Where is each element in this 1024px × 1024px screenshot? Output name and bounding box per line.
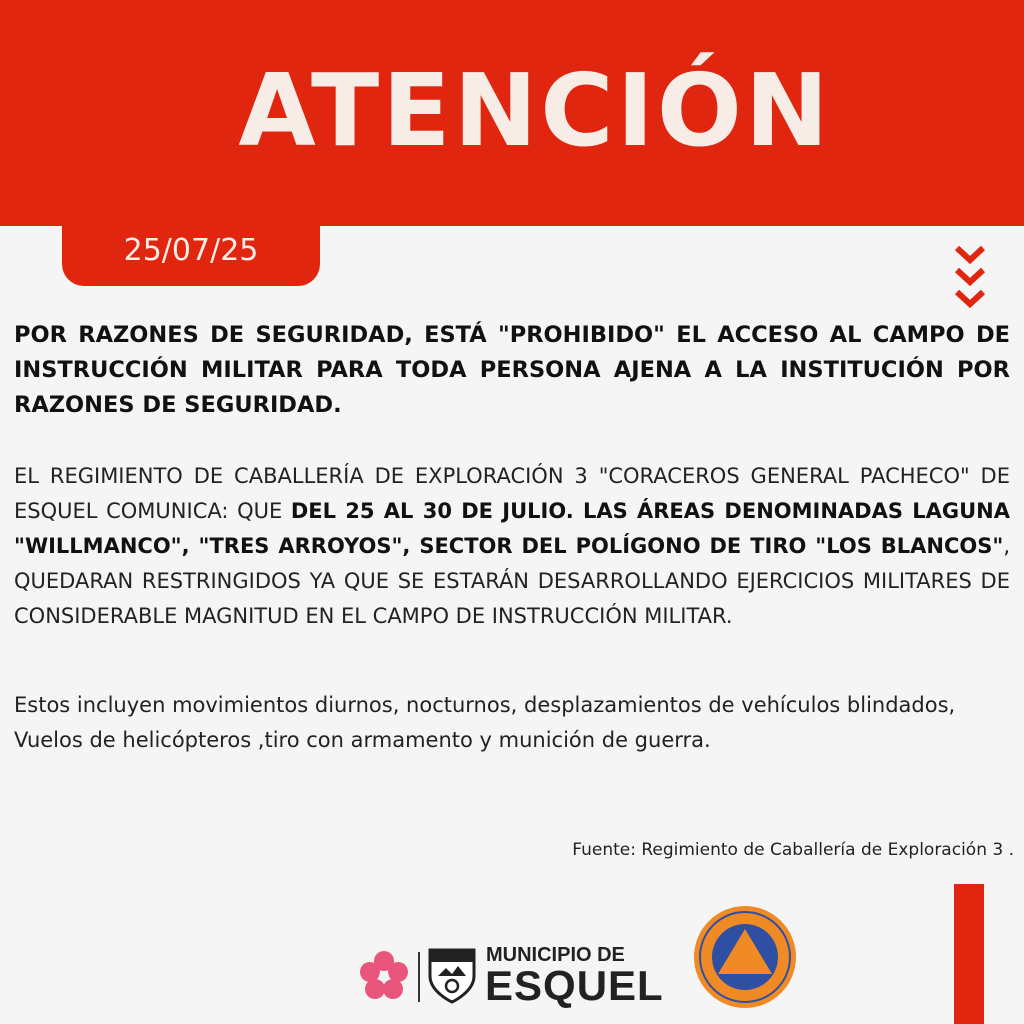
municipio-label: MUNICIPIO DE bbox=[486, 944, 625, 966]
body-text: , QUEDARAN RESTRINGIDOS YA QUE SE ESTARÁN DESARROLLANDO EJERCICIOS MILITARES DE CONSIDERABLE MAGNITUD EN EL CAMPO DE INSTRUCCIÓN MILITAR. bbox=[14, 534, 1010, 628]
date-label: 25/07/25 bbox=[123, 233, 259, 268]
date-badge bbox=[62, 226, 320, 286]
logo-divider bbox=[418, 952, 420, 1002]
accent-bar bbox=[954, 884, 984, 1024]
header-banner bbox=[0, 0, 1024, 226]
civil-protection-seal-icon bbox=[692, 904, 798, 1010]
body-paragraph-2: Estos incluyen movimientos diurnos, nocturnos, desplazamientos de vehículos blindados, Vuelos de helicópteros ,tiro con armamento y munición de guerra. bbox=[14, 693, 956, 752]
chevron-down-icon bbox=[953, 244, 987, 312]
page-title: ATENCIÓN bbox=[238, 52, 832, 169]
shield-logo-icon bbox=[426, 946, 478, 1004]
flower-logo-icon bbox=[356, 948, 412, 1004]
body-text: EL REGIMIENTO DE CABALLERÍA DE EXPLORACIÓN 3 "CORACEROS GENERAL PACHECO" DE ESQUEL COMUNICA: QUE bbox=[14, 464, 1010, 523]
esquel-label: ESQUEL bbox=[485, 962, 664, 1009]
source-credit: Fuente: Regimiento de Caballería de Exploración 3 . bbox=[572, 840, 1014, 860]
body-bold-text: DEL 25 AL 30 DE JULIO. LAS ÁREAS DENOMINADAS LAGUNA "WILLMANCO", "TRES ARROYOS", SECTOR DEL POLÍGONO DE TIRO "LOS BLANCOS" bbox=[14, 499, 1010, 558]
headline: POR RAZONES DE SEGURIDAD, ESTÁ "PROHIBIDO" EL ACCESO AL CAMPO DE INSTRUCCIÓN MILITAR PARA TODA PERSONA AJENA A LA INSTITUCIÓN POR RAZONES DE SEGURIDAD. bbox=[14, 322, 1010, 418]
body-paragraph-1 bbox=[14, 459, 1010, 634]
